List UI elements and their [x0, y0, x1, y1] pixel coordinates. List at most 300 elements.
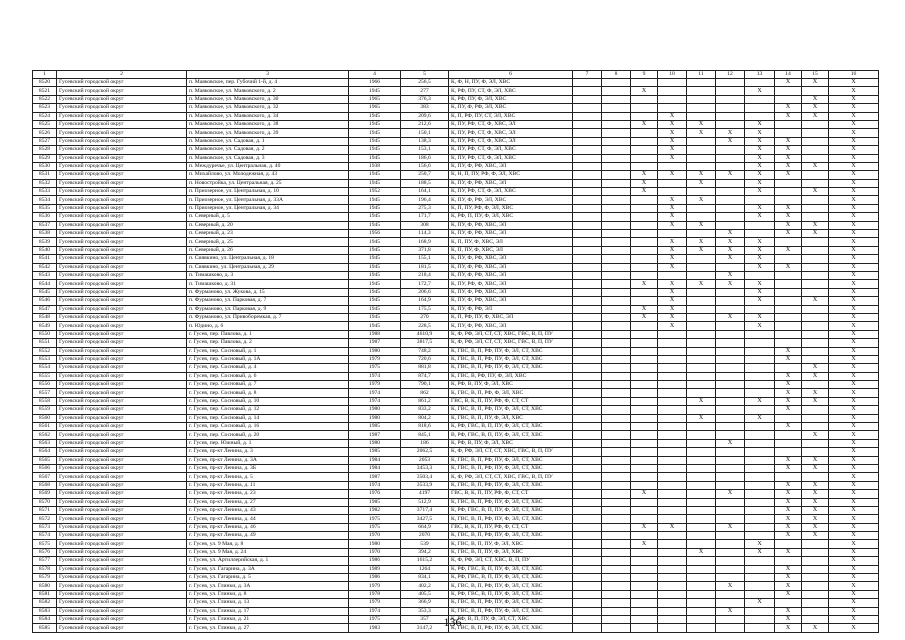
cell-col-16: X	[829, 389, 879, 397]
cell-col-9	[631, 364, 658, 372]
cell-area: 861,2	[401, 397, 449, 405]
cell-col-11	[687, 288, 716, 296]
cell-address: п. Маяковское, ул. Маяковского, д. 30	[187, 95, 349, 103]
cell-municipality: Гусевский городской округ	[57, 473, 187, 481]
cell-col-9: X	[631, 87, 658, 95]
cell-col-10	[658, 540, 687, 548]
cell-col-11	[687, 137, 716, 145]
cell-col-9	[631, 381, 658, 389]
table-row	[33, 305, 879, 313]
cell-col-11	[687, 481, 716, 489]
cell-col-14	[775, 439, 802, 447]
cell-col-15: X	[802, 397, 829, 405]
cell-address: п. Северный, д. 23	[187, 230, 349, 238]
cell-col-11: X	[687, 280, 716, 288]
cell-col-16: X	[829, 506, 879, 514]
cell-col-10: X	[658, 196, 687, 204]
cell-col-15	[802, 548, 829, 556]
cell-area: 4610,9	[401, 330, 449, 338]
cell-row-number: 8555	[33, 372, 57, 380]
cell-address: п. Фурманово, ул. Парковая, д. 9	[187, 305, 349, 313]
cell-col-11: X	[687, 548, 716, 556]
table-row	[33, 238, 879, 246]
cell-col-16: X	[829, 288, 879, 296]
cell-municipality: Гусевский городской округ	[57, 263, 187, 271]
cell-year-built: 1980	[349, 347, 401, 355]
table-row	[33, 271, 879, 279]
cell-area: 2053	[401, 456, 449, 464]
cell-col-7	[573, 481, 602, 489]
cell-col-10	[658, 498, 687, 506]
cell-col-14	[775, 271, 802, 279]
cell-col-8	[602, 162, 631, 170]
cell-col-11	[687, 263, 716, 271]
cell-elements: К, РФ, ГВС, В, П, ПУ, Ф, ЭЛ, СТ, ХВС	[449, 574, 573, 582]
cell-row-number: 8543	[33, 271, 57, 279]
cell-row-number: 8531	[33, 171, 57, 179]
cell-col-10	[658, 574, 687, 582]
cell-col-15	[802, 339, 829, 347]
cell-col-16: X	[829, 87, 879, 95]
cell-col-10	[658, 481, 687, 489]
cell-col-12	[716, 574, 745, 582]
cell-col-7	[573, 339, 602, 347]
cell-col-16: X	[829, 297, 879, 305]
cell-area: 308	[401, 221, 449, 229]
cell-col-10	[658, 87, 687, 95]
cell-municipality: Гусевский городской округ	[57, 456, 187, 464]
cell-year-built: 1945	[349, 112, 401, 120]
cell-col-9	[631, 339, 658, 347]
cell-col-10	[658, 339, 687, 347]
cell-area: 862	[401, 389, 449, 397]
cell-col-11: X	[687, 246, 716, 254]
cell-row-number: 8583	[33, 607, 57, 615]
cell-col-14	[775, 330, 802, 338]
cell-col-8	[602, 196, 631, 204]
cell-address: г. Гусев, пр-кт Ленина, д. 3А	[187, 456, 349, 464]
table-row	[33, 464, 879, 472]
cell-col-9	[631, 104, 658, 112]
cell-col-11	[687, 313, 716, 321]
cell-col-14: X	[775, 146, 802, 154]
cell-col-13	[745, 389, 775, 397]
cell-municipality: Гусевский городской округ	[57, 297, 187, 305]
cell-municipality: Гусевский городской округ	[57, 498, 187, 506]
cell-col-7	[573, 473, 602, 481]
cell-col-8	[602, 498, 631, 506]
cell-col-13: X	[745, 171, 775, 179]
cell-row-number: 8568	[33, 481, 57, 489]
cell-area: 383	[401, 104, 449, 112]
cell-col-14	[775, 599, 802, 607]
cell-col-12	[716, 104, 745, 112]
cell-year-built: 1945	[349, 196, 401, 204]
column-header-9: 9	[631, 71, 658, 79]
cell-municipality: Гусевский городской округ	[57, 330, 187, 338]
cell-col-14: X	[775, 263, 802, 271]
cell-col-13	[745, 221, 775, 229]
cell-col-12	[716, 565, 745, 573]
cell-col-14: X	[775, 171, 802, 179]
cell-col-8	[602, 263, 631, 271]
cell-col-15	[802, 87, 829, 95]
cell-col-8	[602, 406, 631, 414]
cell-col-10	[658, 355, 687, 363]
cell-col-15	[802, 196, 829, 204]
cell-elements: К, ПУ, Ф, РФ, ЭЛ, ХВС	[449, 196, 573, 204]
cell-address: г. Гусев, пер. Сосновый, д. 12	[187, 406, 349, 414]
cell-year-built: 1975	[349, 515, 401, 523]
table-row	[33, 515, 879, 523]
cell-area: 186	[401, 439, 449, 447]
cell-col-14: X	[775, 221, 802, 229]
cell-col-16: X	[829, 423, 879, 431]
cell-col-16: X	[829, 263, 879, 271]
cell-year-built: 1979	[349, 599, 401, 607]
table-row	[33, 406, 879, 414]
cell-col-12	[716, 221, 745, 229]
cell-col-15: X	[802, 104, 829, 112]
cell-col-13	[745, 439, 775, 447]
cell-col-15	[802, 439, 829, 447]
cell-col-15	[802, 154, 829, 162]
cell-area: 834,1	[401, 574, 449, 582]
cell-elements: К, ГВС, В, П, РФ, ПУ, Ф, ЭЛ, СТ, ХВС	[449, 607, 573, 615]
cell-col-16: X	[829, 582, 879, 590]
cell-area: 539	[401, 540, 449, 548]
cell-col-9: X	[631, 179, 658, 187]
cell-municipality: Гусевский городской округ	[57, 120, 187, 128]
cell-col-14	[775, 339, 802, 347]
cell-address: г. Гусев, ул. Гагарина, д. 3А	[187, 565, 349, 573]
cell-col-16: X	[829, 616, 879, 624]
cell-area: 353,3	[401, 607, 449, 615]
cell-col-16: X	[829, 246, 879, 254]
cell-col-8	[602, 146, 631, 154]
cell-municipality: Гусевский городской округ	[57, 372, 187, 380]
cell-col-7	[573, 255, 602, 263]
cell-col-16: X	[829, 448, 879, 456]
cell-col-9	[631, 506, 658, 514]
cell-col-8	[602, 397, 631, 405]
cell-col-10	[658, 582, 687, 590]
cell-row-number: 8564	[33, 448, 57, 456]
cell-col-11	[687, 213, 716, 221]
cell-col-13: X	[745, 263, 775, 271]
cell-col-12	[716, 481, 745, 489]
cell-elements: К, Ф, РФ, ЭЛ, СТ, ХВС, В, П, ПУ	[449, 557, 573, 565]
cell-municipality: Гусевский городской округ	[57, 389, 187, 397]
cell-elements: К, ПУ, Ф, РФ, ХВС, ЭЛ	[449, 263, 573, 271]
cell-col-12: X	[716, 171, 745, 179]
cell-col-10: X	[658, 137, 687, 145]
cell-col-10	[658, 271, 687, 279]
cell-col-9	[631, 515, 658, 523]
cell-col-13	[745, 481, 775, 489]
cell-municipality: Гусевский городской округ	[57, 523, 187, 531]
table-row	[33, 120, 879, 128]
cell-col-16: X	[829, 464, 879, 472]
cell-elements: К, ПУ, Ф, РФ, ХВС, ЭЛ	[449, 221, 573, 229]
cell-row-number: 8538	[33, 230, 57, 238]
cell-col-12: X	[716, 238, 745, 246]
cell-col-15	[802, 137, 829, 145]
cell-col-14: X	[775, 590, 802, 598]
cell-col-11	[687, 255, 716, 263]
cell-col-16: X	[829, 590, 879, 598]
cell-col-7	[573, 313, 602, 321]
cell-col-15	[802, 322, 829, 330]
cell-col-14: X	[775, 498, 802, 506]
cell-col-13: X	[745, 146, 775, 154]
cell-municipality: Гусевский городской округ	[57, 406, 187, 414]
cell-address: п. Маяковское, ул. Маяковского, д. 34	[187, 112, 349, 120]
cell-row-number: 8524	[33, 112, 57, 120]
cell-area: 748,2	[401, 347, 449, 355]
table-row	[33, 255, 879, 263]
cell-col-12	[716, 498, 745, 506]
cell-col-11: X	[687, 397, 716, 405]
cell-municipality: Гусевский городской округ	[57, 532, 187, 540]
cell-col-7	[573, 448, 602, 456]
cell-col-15: X	[802, 431, 829, 439]
cell-col-7	[573, 330, 602, 338]
cell-elements: К, ПУ, Ф, РФ, ХВС, ЭЛ	[449, 230, 573, 238]
cell-elements: К, ПУ, Ф, РФ, ЭЛ, ХВС	[449, 104, 573, 112]
cell-col-13	[745, 271, 775, 279]
cell-row-number: 8578	[33, 565, 57, 573]
cell-col-11	[687, 372, 716, 380]
cell-col-12	[716, 112, 745, 120]
cell-col-14: X	[775, 506, 802, 514]
cell-elements: К, Ф, РФ, ЭЛ, СТ, СТ, ХВС, ГВС, В, П, ПУ	[449, 330, 573, 338]
cell-col-11	[687, 104, 716, 112]
cell-col-7	[573, 456, 602, 464]
cell-year-built: 1945	[349, 221, 401, 229]
cell-col-15	[802, 171, 829, 179]
cell-col-7	[573, 464, 602, 472]
cell-row-number: 8580	[33, 582, 57, 590]
cell-col-12	[716, 196, 745, 204]
cell-col-9	[631, 423, 658, 431]
cell-row-number: 8575	[33, 540, 57, 548]
cell-year-built: 1956	[349, 230, 401, 238]
cell-col-15: X	[802, 490, 829, 498]
cell-area: 818,6	[401, 423, 449, 431]
cell-col-16: X	[829, 414, 879, 422]
cell-col-10: X	[658, 238, 687, 246]
cell-address: п. Маяковское, ул. Маяковского, д. 32	[187, 104, 349, 112]
cell-col-11	[687, 95, 716, 103]
cell-col-12	[716, 339, 745, 347]
cell-address: г. Гусев, пер. Павлова, д. 1	[187, 330, 349, 338]
cell-row-number: 8571	[33, 506, 57, 514]
cell-col-9: X	[631, 188, 658, 196]
column-header-12: 12	[716, 71, 745, 79]
cell-col-16: X	[829, 196, 879, 204]
cell-row-number: 8560	[33, 414, 57, 422]
cell-col-11	[687, 339, 716, 347]
cell-col-9	[631, 271, 658, 279]
cell-address: п. Северный, д. 26	[187, 246, 349, 254]
cell-col-12	[716, 188, 745, 196]
cell-col-9	[631, 196, 658, 204]
cell-year-built: 1945	[349, 146, 401, 154]
cell-col-10: X	[658, 246, 687, 254]
cell-address: г. Гусев, ул. Глинки, д. 13	[187, 599, 349, 607]
table-row	[33, 540, 879, 548]
cell-row-number: 8520	[33, 79, 57, 87]
cell-col-8	[602, 246, 631, 254]
cell-elements: К, ГВС, В, П, РФ, ПУ, Ф, ЭЛ, СТ, ХВС	[449, 498, 573, 506]
cell-col-10	[658, 188, 687, 196]
cell-col-10: X	[658, 120, 687, 128]
cell-col-16: X	[829, 322, 879, 330]
cell-col-14	[775, 313, 802, 321]
cell-year-built: 1966	[349, 79, 401, 87]
cell-col-14	[775, 557, 802, 565]
cell-address: г. Гусев, пер. Сосновый, д. 4	[187, 364, 349, 372]
cell-col-13: X	[745, 87, 775, 95]
cell-elements: К, ПУ, РФ, СТ, Ф, ЭЛ, ХВС	[449, 154, 573, 162]
cell-col-12	[716, 397, 745, 405]
cell-col-15	[802, 204, 829, 212]
cell-year-built: 1952	[349, 188, 401, 196]
cell-col-11	[687, 565, 716, 573]
cell-elements: К, ГВС, В, П, РФ, ПУ, Ф, ЭЛ, СТ, ХВС	[449, 624, 573, 632]
cell-row-number: 8565	[33, 456, 57, 464]
cell-municipality: Гусевский городской округ	[57, 271, 187, 279]
column-header-8: 8	[602, 71, 631, 79]
cell-col-13	[745, 79, 775, 87]
cell-col-8	[602, 204, 631, 212]
cell-col-9	[631, 473, 658, 481]
cell-col-10	[658, 414, 687, 422]
cell-col-14	[775, 364, 802, 372]
cell-col-13: X	[745, 213, 775, 221]
cell-area: 153,1	[401, 146, 449, 154]
cell-col-9	[631, 439, 658, 447]
cell-col-16: X	[829, 397, 879, 405]
cell-elements: К, ГВС, В, П, ПУ, Ф, ЭЛ, ХВС	[449, 414, 573, 422]
cell-col-12: X	[716, 582, 745, 590]
cell-col-8	[602, 120, 631, 128]
cell-col-16: X	[829, 548, 879, 556]
cell-address: г. Гусев, пер. Сосновый, д. 6	[187, 372, 349, 380]
cell-col-13	[745, 498, 775, 506]
cell-col-8	[602, 305, 631, 313]
cell-year-built: 1976	[349, 490, 401, 498]
cell-col-11: X	[687, 221, 716, 229]
cell-address: п. Маяковское, ул. Маяковского, д. 2	[187, 87, 349, 95]
cell-col-10	[658, 381, 687, 389]
cell-elements: К, ГВС, В, П, РФ, Ф, ЭЛ, ХВС	[449, 389, 573, 397]
cell-col-8	[602, 431, 631, 439]
cell-col-8	[602, 523, 631, 531]
cell-col-10	[658, 490, 687, 498]
cell-col-13	[745, 557, 775, 565]
cell-col-10	[658, 79, 687, 87]
column-header-1: 1	[33, 71, 57, 79]
cell-year-built: 1945	[349, 255, 401, 263]
cell-col-14: X	[775, 104, 802, 112]
cell-col-16: X	[829, 523, 879, 531]
cell-municipality: Гусевский городской округ	[57, 423, 187, 431]
cell-col-12	[716, 557, 745, 565]
cell-col-7	[573, 355, 602, 363]
cell-col-8	[602, 104, 631, 112]
cell-area: 155,1	[401, 255, 449, 263]
cell-col-10	[658, 364, 687, 372]
column-header-4: 4	[349, 71, 401, 79]
table-row	[33, 95, 879, 103]
cell-year-built: 1985	[349, 498, 401, 506]
cell-col-8	[602, 490, 631, 498]
table-row	[33, 557, 879, 565]
cell-address: г. Гусев, пр-кт Ленина, д. 5	[187, 473, 349, 481]
cell-col-7	[573, 364, 602, 372]
cell-elements: К, ПУ, Ф, РФ, ХВС, ЭЛ	[449, 297, 573, 305]
cell-year-built: 1985	[349, 423, 401, 431]
cell-col-9	[631, 574, 658, 582]
cell-address: п. Сиявкино, ул. Центральная, д. 18	[187, 255, 349, 263]
cell-year-built: 1945	[349, 280, 401, 288]
cell-col-16: X	[829, 473, 879, 481]
cell-col-7	[573, 490, 602, 498]
cell-col-15	[802, 590, 829, 598]
cell-col-13	[745, 305, 775, 313]
cell-year-built: 1945	[349, 179, 401, 187]
cell-col-15	[802, 347, 829, 355]
cell-col-13: X	[745, 246, 775, 254]
cell-col-14: X	[775, 230, 802, 238]
cell-col-13: X	[745, 255, 775, 263]
cell-col-13: X	[745, 204, 775, 212]
cell-year-built: 1945	[349, 213, 401, 221]
cell-municipality: Гусевский городской округ	[57, 574, 187, 582]
cell-col-10	[658, 104, 687, 112]
cell-area: 209,6	[401, 112, 449, 120]
cell-row-number: 8547	[33, 305, 57, 313]
cell-col-15: X	[802, 456, 829, 464]
cell-year-built: 1945	[349, 137, 401, 145]
cell-col-14: X	[775, 347, 802, 355]
cell-col-11	[687, 355, 716, 363]
cell-year-built: 1975	[349, 523, 401, 531]
cell-municipality: Гусевский городской округ	[57, 490, 187, 498]
cell-col-14: X	[775, 397, 802, 405]
cell-elements: К, ПУ, Ф, РФ, ХВС, ЭЛ	[449, 271, 573, 279]
cell-municipality: Гусевский городской округ	[57, 565, 187, 573]
cell-col-7	[573, 204, 602, 212]
cell-municipality: Гусевский городской округ	[57, 171, 187, 179]
cell-col-15: X	[802, 523, 829, 531]
cell-row-number: 8525	[33, 120, 57, 128]
cell-address: г. Гусев, ул. Глинки, д. 8	[187, 590, 349, 598]
cell-row-number: 8536	[33, 213, 57, 221]
cell-col-9	[631, 288, 658, 296]
cell-municipality: Гусевский городской округ	[57, 179, 187, 187]
table-row	[33, 280, 879, 288]
cell-row-number: 8558	[33, 397, 57, 405]
cell-col-14	[775, 288, 802, 296]
cell-col-9	[631, 213, 658, 221]
cell-area: 3817,5	[401, 339, 449, 347]
cell-row-number: 8561	[33, 423, 57, 431]
cell-year-built: 1970	[349, 532, 401, 540]
cell-row-number: 8545	[33, 288, 57, 296]
